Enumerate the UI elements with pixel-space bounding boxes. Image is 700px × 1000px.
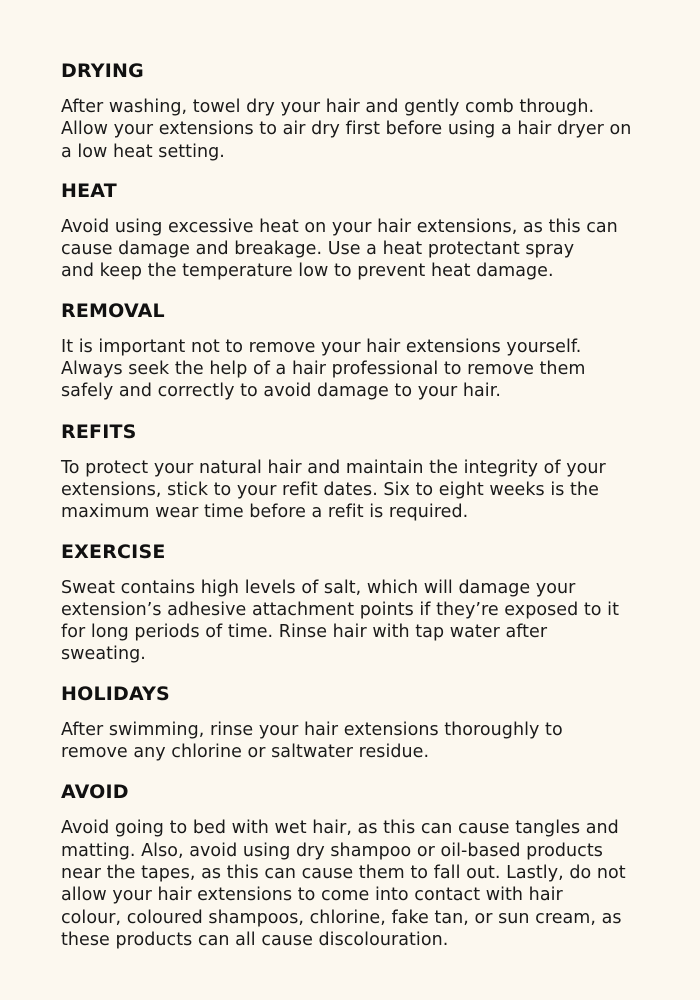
- section-heading-exercise: EXERCISE: [61, 540, 166, 563]
- section-body-holidays: After swimming, rinse your hair extensions thoroughly to remove any chlorine or saltwater residue.: [61, 719, 563, 763]
- section-exercise: [61, 540, 670, 666]
- section-body-drying: After washing, towel dry your hair and gently comb through. Allow your extensions to air dry first before using a hair dryer on a low heat setting.: [61, 97, 632, 162]
- section-heading-avoid: AVOID: [61, 781, 129, 804]
- section-refits: [61, 420, 670, 524]
- section-heat: [61, 179, 670, 283]
- section-heading-holidays: HOLIDAYS: [61, 682, 170, 705]
- section-body-refits: To protect your natural hair and maintain the integrity of your extensions, stick to your refit dates. Six to eight weeks is the maximum wear time before a refit is required.: [61, 457, 606, 523]
- section-heading-drying: DRYING: [61, 60, 144, 82]
- section-body-exercise: Sweat contains high levels of salt, which will damage your extension’s adhesive attachment points if they’re exposed to it for long periods of time. Rinse hair with tap water after sweating.: [61, 577, 619, 665]
- section-body-removal: It is important not to remove your hair extensions yourself. Always seek the help of a hair professional to remove them safely and correctly to avoid damage to your hair.: [61, 336, 586, 402]
- section-avoid: [61, 780, 670, 951]
- section-body-heat: Avoid using excessive heat on your hair extensions, as this can cause damage and breakage. Use a heat protectant spray and keep the temperature low to prevent heat damage.: [61, 216, 618, 282]
- section-heading-removal: REMOVAL: [61, 299, 165, 322]
- section-holidays: [61, 682, 670, 764]
- section-heading-heat: HEAT: [61, 179, 117, 202]
- section-drying: [61, 59, 670, 163]
- section-removal: [61, 299, 670, 403]
- section-body-avoid: Avoid going to bed with wet hair, as this can cause tangles and matting. Also, avoid using dry shampoo or oil-based products near the tapes, as this can cause them to fall out. Lastly, do not allow your hair extensions to come into contact with hair colour, coloured shampoos, chlorine, fake tan, or sun cream, as these products can all cause discolouration.: [61, 818, 626, 950]
- section-heading-refits: REFITS: [61, 420, 137, 443]
